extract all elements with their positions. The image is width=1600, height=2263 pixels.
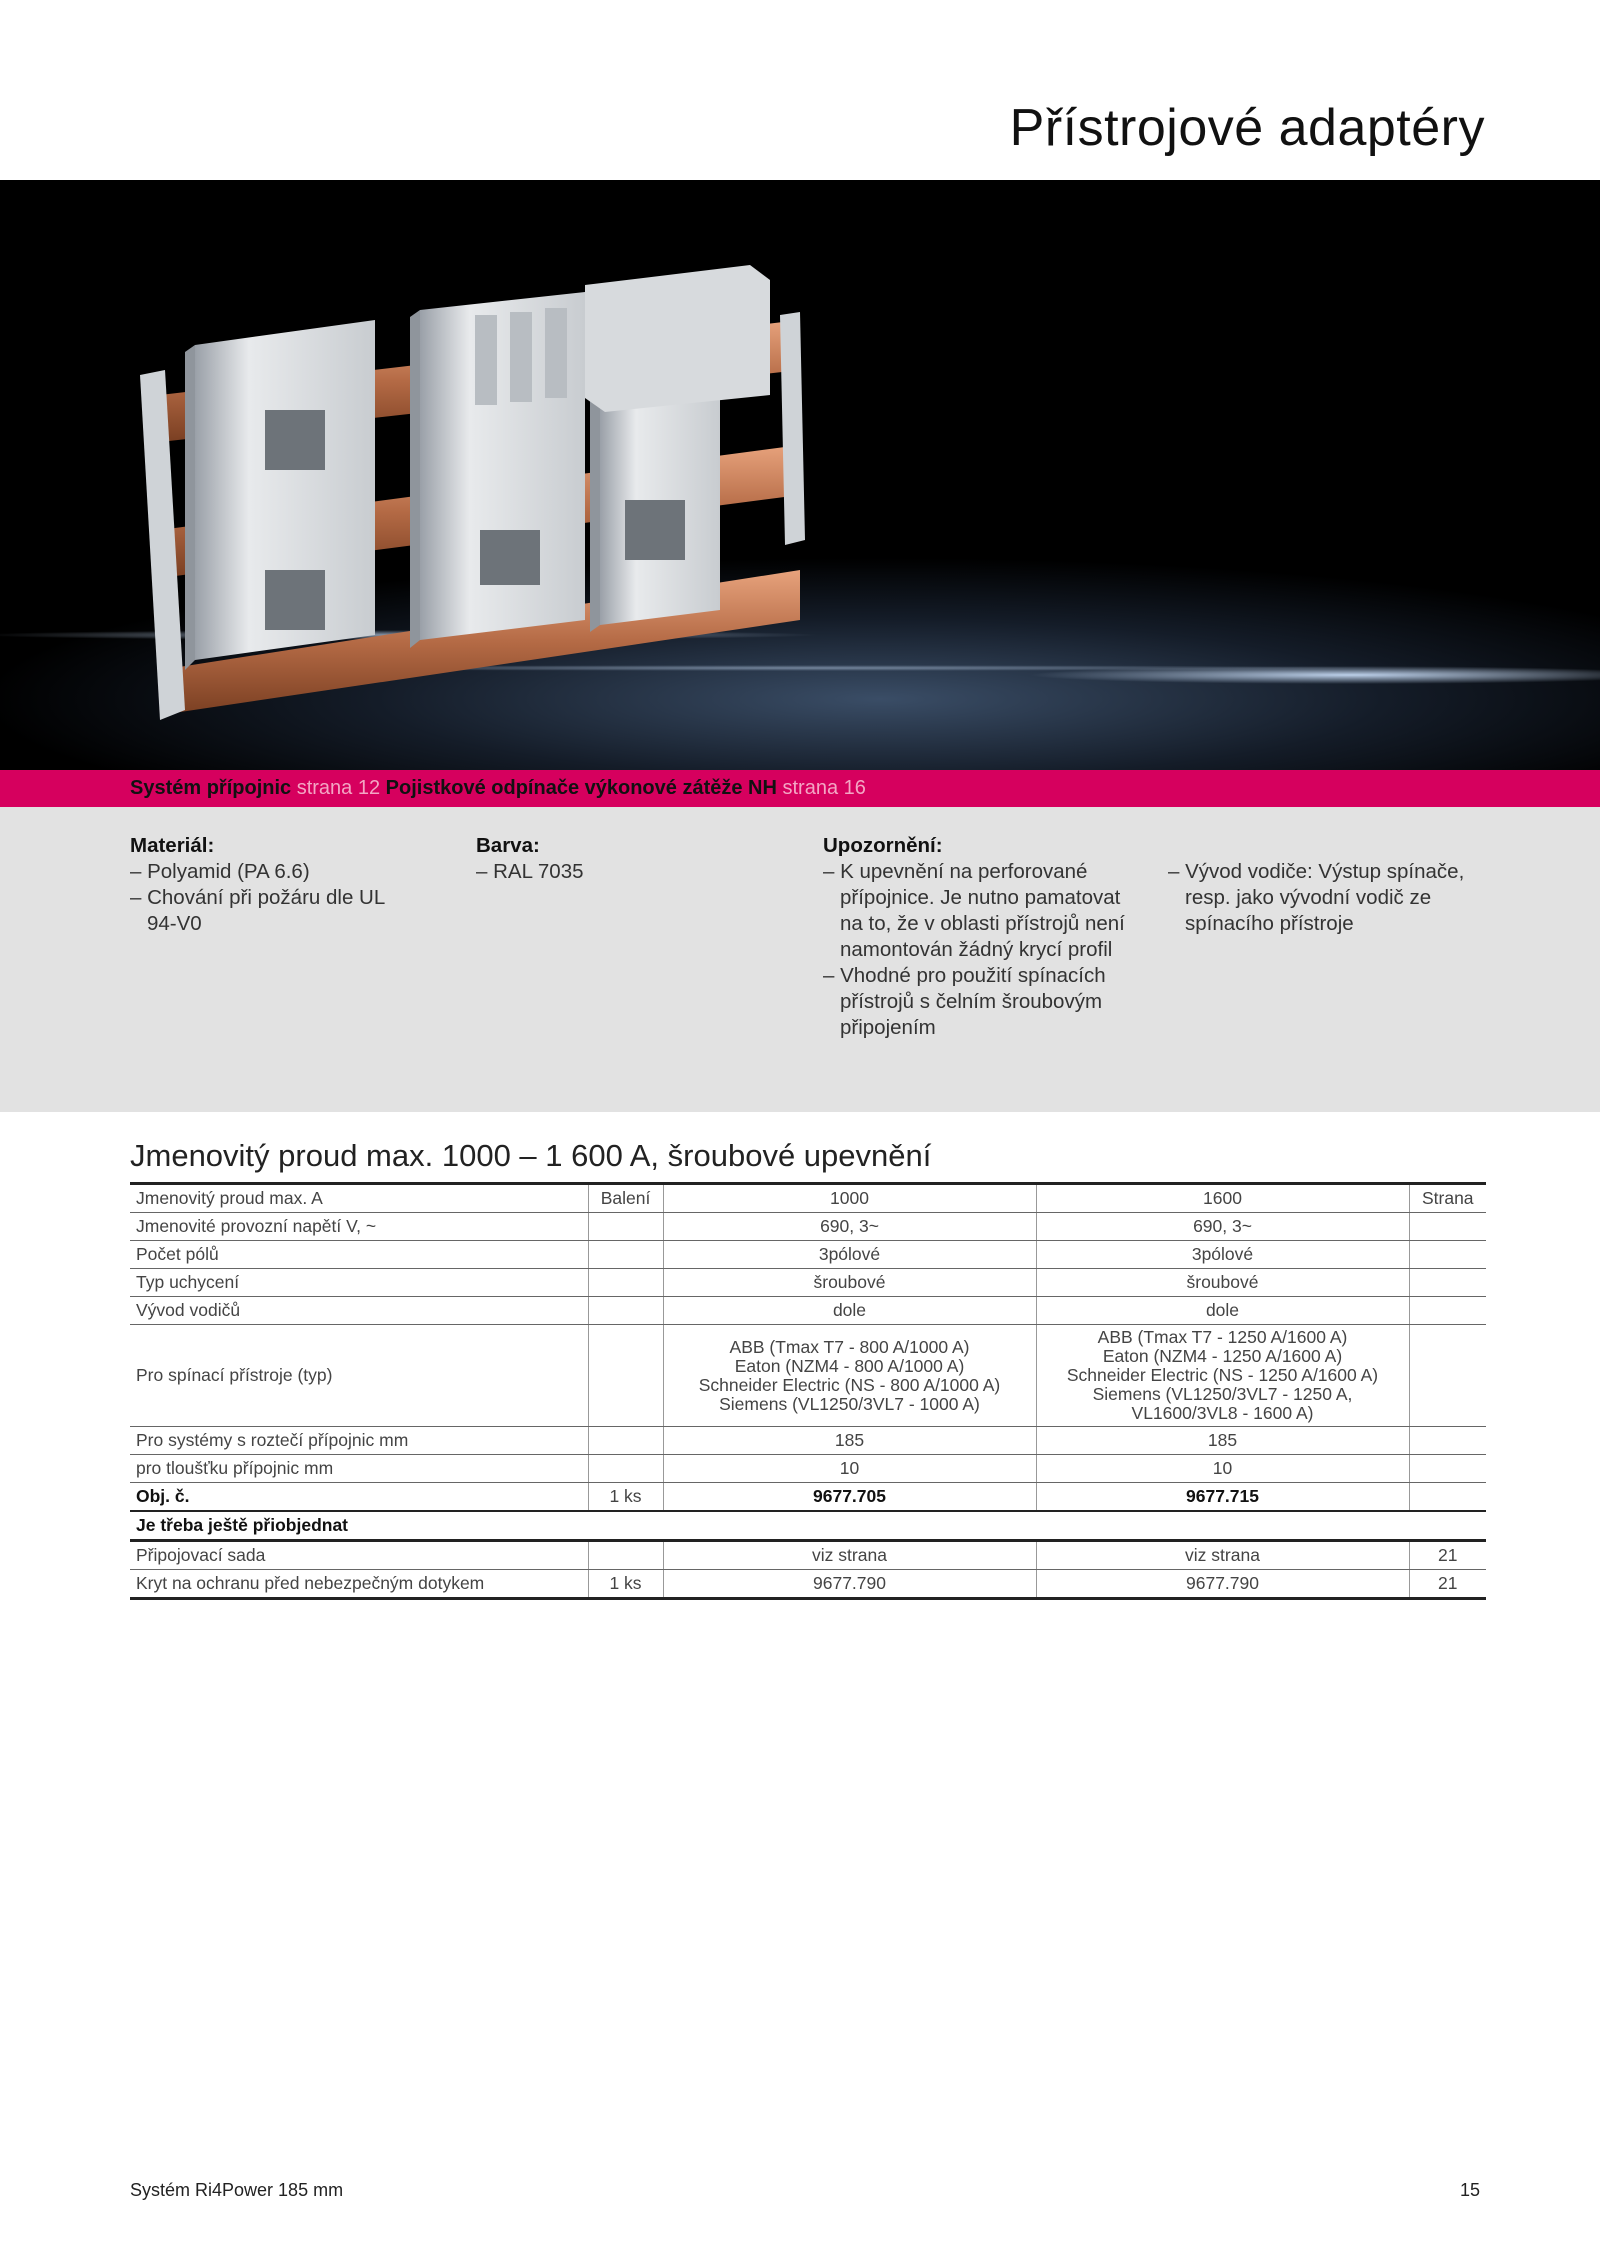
notice-title: Upozornění: — [823, 834, 943, 857]
order-number-1000[interactable]: 9677.705 — [663, 1483, 1036, 1512]
row-v2: 10 — [1036, 1455, 1409, 1483]
header-pack: Balení — [588, 1184, 663, 1213]
table-row — [130, 1297, 1486, 1325]
spec-table — [130, 1182, 1486, 1600]
row-v1: 10 — [663, 1455, 1036, 1483]
order-page — [1409, 1483, 1486, 1512]
table-row — [130, 1427, 1486, 1455]
color-item: – RAL 7035 — [476, 860, 584, 883]
reference-bar — [0, 770, 1600, 807]
ref-busbar-system-page: strana 12 — [296, 777, 381, 799]
row-v1: 9677.790 — [663, 1570, 1036, 1599]
device-line: Eaton (NZM4 - 1250 A/1600 A) — [1102, 1346, 1343, 1366]
row-pack — [588, 1241, 663, 1269]
device-line: ABB (Tmax T7 - 800 A/1000 A) — [729, 1336, 970, 1357]
row-pack — [588, 1455, 663, 1483]
row-label: Kryt na ochranu před nebezpečným dotykem — [130, 1570, 588, 1599]
info-panel — [0, 807, 1600, 1112]
ref-nh-switch[interactable]: Pojistkové odpínače výkonové zátěže NH — [385, 777, 777, 799]
row-page — [1409, 1241, 1486, 1269]
accessory-row — [130, 1570, 1486, 1599]
row-v2: viz strana — [1036, 1541, 1409, 1570]
accessory-row — [130, 1541, 1486, 1570]
row-label: pro tloušťku přípojnic mm — [130, 1455, 588, 1483]
row-page — [1409, 1297, 1486, 1325]
row-v1: 3pólové — [663, 1241, 1036, 1269]
row-v2: dole — [1036, 1297, 1409, 1325]
ref-nh-switch-page: strana 16 — [782, 777, 866, 799]
row-page — [1409, 1427, 1486, 1455]
table-row — [130, 1241, 1486, 1269]
header-v1: 1000 — [663, 1184, 1036, 1213]
row-label: Připojovací sada — [130, 1541, 588, 1570]
device-line: ABB (Tmax T7 - 1250 A/1600 A) — [1097, 1327, 1348, 1347]
row-page[interactable]: 21 — [1409, 1541, 1486, 1570]
material-column — [130, 833, 430, 937]
ref-busbar-system[interactable]: Systém přípojnic — [130, 777, 292, 799]
row-label: Pro systémy s roztečí přípojnic mm — [130, 1427, 588, 1455]
row-v2: 185 — [1036, 1427, 1409, 1455]
row-v2: šroubové — [1036, 1269, 1409, 1297]
row-label: Typ uchycení — [130, 1269, 588, 1297]
material-item: – Polyamid (PA 6.6) — [130, 860, 310, 883]
row-page — [1409, 1325, 1486, 1427]
table-header-row — [130, 1184, 1486, 1213]
row-v1 — [663, 1325, 1036, 1427]
row-page[interactable]: 21 — [1409, 1570, 1486, 1599]
output-item: – Vývod vodiče: Výstup spínače, resp. jako vývodní vodič ze spínacího přístroje — [1168, 860, 1465, 935]
row-label: Pro spínací přístroje (typ) — [130, 1325, 588, 1427]
row-pack — [588, 1427, 663, 1455]
color-title: Barva: — [476, 834, 540, 857]
table-row — [130, 1269, 1486, 1297]
row-label: Počet pólů — [130, 1241, 588, 1269]
row-v1: 690, 3~ — [663, 1213, 1036, 1241]
row-pack — [588, 1297, 663, 1325]
device-line: Eaton (NZM4 - 800 A/1000 A) — [734, 1355, 965, 1376]
device-line: VL1600/3VL8 - 1600 A) — [1131, 1403, 1314, 1423]
row-pack: 1 ks — [588, 1570, 663, 1599]
notice-item: – K upevnění na perforované přípojnice. Je nutno pamatovat na to, že v oblasti přístrojů není namontován žádný krycí profil — [823, 860, 1125, 961]
page-title: Přístrojové adaptéry — [1009, 99, 1485, 157]
order-pack: 1 ks — [588, 1483, 663, 1512]
notice-column — [823, 833, 1145, 1041]
material-item: – Chování při požáru dle UL 94-V0 — [130, 886, 385, 935]
row-v1: viz strana — [663, 1541, 1036, 1570]
row-label: Vývod vodičů — [130, 1297, 588, 1325]
row-v2: 690, 3~ — [1036, 1213, 1409, 1241]
row-label: Jmenovité provozní napětí V, ~ — [130, 1213, 588, 1241]
accessories-title-row — [130, 1511, 1486, 1541]
row-v2 — [1036, 1325, 1409, 1427]
device-line: Siemens (VL1250/3VL7 - 1000 A) — [719, 1393, 980, 1414]
order-label: Obj. č. — [130, 1483, 588, 1512]
row-pack — [588, 1213, 663, 1241]
table-row — [130, 1213, 1486, 1241]
material-title: Materiál: — [130, 834, 215, 857]
footer-system-name: Systém Ri4Power 185 mm — [130, 2180, 344, 2200]
row-v1: dole — [663, 1297, 1036, 1325]
row-page — [1409, 1269, 1486, 1297]
device-line: Schneider Electric (NS - 800 A/1000 A) — [698, 1374, 1001, 1395]
color-column — [476, 833, 776, 885]
table-row — [130, 1455, 1486, 1483]
row-page — [1409, 1455, 1486, 1483]
accessories-title: Je třeba ještě přiobjednat — [130, 1511, 1486, 1541]
row-page — [1409, 1213, 1486, 1241]
notice-item: – Vhodné pro použití spínacích přístrojů s čelním šroubovým připojením — [823, 964, 1106, 1039]
device-line: Siemens (VL1250/3VL7 - 1250 A, — [1092, 1384, 1353, 1404]
header-page: Strana — [1409, 1184, 1486, 1213]
header-label: Jmenovitý proud max. A — [130, 1184, 588, 1213]
output-column — [1168, 859, 1493, 937]
product-photo — [0, 180, 1600, 770]
row-pack — [588, 1269, 663, 1297]
row-v2: 9677.790 — [1036, 1570, 1409, 1599]
row-pack — [588, 1325, 663, 1427]
row-pack — [588, 1541, 663, 1570]
order-number-1600[interactable]: 9677.715 — [1036, 1483, 1409, 1512]
order-row — [130, 1483, 1486, 1512]
row-v1: 185 — [663, 1427, 1036, 1455]
header-v2: 1600 — [1036, 1184, 1409, 1213]
section-heading: Jmenovitý proud max. 1000 – 1 600 A, šroubové upevnění — [130, 1138, 932, 1173]
table-row-devices — [130, 1325, 1486, 1427]
page-number: 15 — [1459, 2180, 1480, 2200]
row-v1: šroubové — [663, 1269, 1036, 1297]
device-line: Schneider Electric (NS - 1250 A/1600 A) — [1066, 1365, 1379, 1385]
row-v2: 3pólové — [1036, 1241, 1409, 1269]
